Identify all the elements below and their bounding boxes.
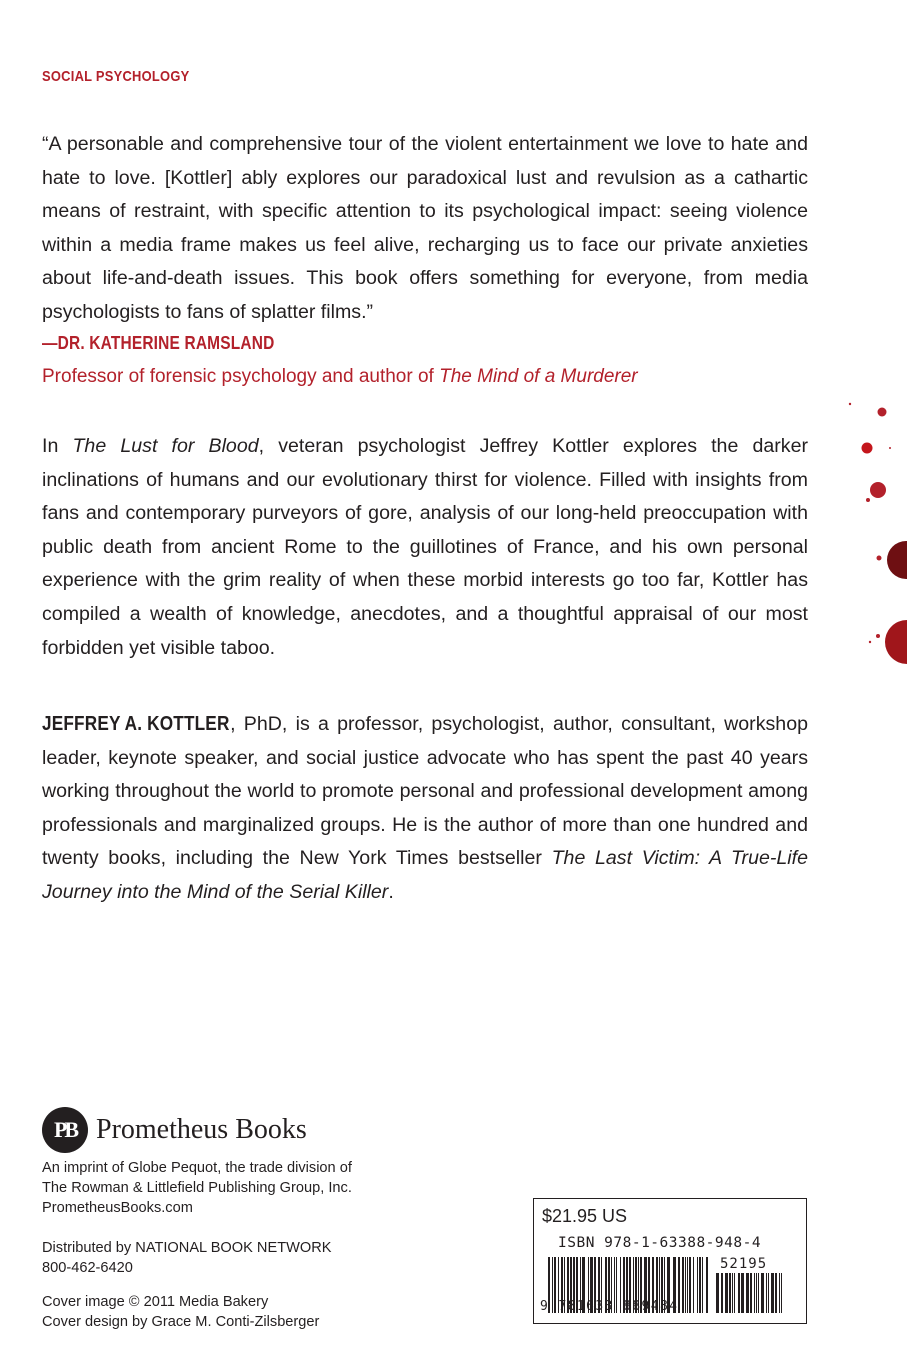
category-label: SOCIAL PSYCHOLOGY [42,68,190,85]
blood-drop [876,634,880,638]
barcode-digits: 9 781633 889484 [540,1299,679,1314]
barcode-bar [775,1273,777,1313]
blood-drop [885,620,907,664]
author-name: JEFFREY A. KOTTLER [42,713,230,735]
blood-splatter-decoration [840,390,907,680]
blood-drop [866,498,870,502]
blood-drop [869,641,871,643]
barcode-bar [766,1273,767,1313]
barcode-bar [697,1257,698,1313]
cover-credits [42,1292,319,1332]
imprint-line-1: An imprint of Globe Pequot, the trade division of [42,1160,352,1176]
barcode-addon-number: 52195 [720,1256,768,1272]
bio-end: . [388,880,394,903]
barcode-bar [746,1273,749,1313]
barcode-bar [693,1257,694,1313]
blurb-body: , veteran psychologist Jeffrey Kottler explores the darker inclinations of humans and our evolutionary thirst for violence. Filled with insights from fans and contemporary purveyors of gore, analysis of our long-held preoccupation with public death from ancient Rome to the guillotines of France, and his own personal experience with the grim reality of when these morbid interests go too far, Kottler has compiled a wealth of knowledge, anecdotes, and a thoughtful appraisal of our most forbidden yet visible taboo. [42,435,809,659]
attribution-role-book: The Mind of a Murderer [439,366,638,387]
blurb-prefix: In [42,435,73,457]
review-attribution-role [42,366,638,388]
barcode-bar [685,1257,686,1313]
barcode-bar [768,1273,769,1313]
blood-drop [878,408,887,417]
blood-drop [887,541,907,579]
barcode-bar [738,1273,740,1313]
price: $21.95 US [542,1206,628,1226]
attribution-role-prefix: Professor of forensic psychology and author of [42,366,440,387]
blood-drop [877,556,882,561]
review-quote: “A personable and comprehensive tour of the violent entertainment we love to hate and hate to love. [Kottler] ably explores our paradoxical lust and revulsion as a cathartic means of restraint, with specific attention to its psychological impact: seeing violence within a media frame makes us feel alive, recharging us to face our private anxieties about life-and-death issues. This book offers something for everyone, from media psychologists to fans of splatter films.” [42,133,808,323]
bio-body: , PhD, is a professor, psychologist, author, consultant, workshop leader, keynote speaker, and social justice advocate who has spent the past 40 years working throughout the world to promote personal and professional development among professionals and marginalized groups. He is the author of more than one hundred and twenty books, including the New York Times bestseller [42,713,808,870]
distributor: Distributed by NATIONAL BOOK NETWORK [42,1240,332,1256]
prometheus-logo-icon: PB [42,1107,88,1153]
blood-drop [870,482,886,498]
review-attribution-name: —DR. KATHERINE RAMSLAND [42,333,275,353]
imprint-info [42,1158,352,1218]
barcode-bar [721,1273,723,1313]
barcode-bar [725,1273,728,1313]
barcode-bar [702,1257,703,1313]
book-description [42,430,808,665]
barcode-bar [761,1273,764,1313]
barcode-bar [687,1257,688,1313]
barcode-bar [754,1273,755,1313]
blurb-title: The Lust for Blood [72,435,259,457]
isbn: ISBN 978-1-63388-948-4 [558,1235,762,1251]
blood-drop [862,443,873,454]
barcode-bar [750,1273,752,1313]
blood-drop [849,403,851,405]
barcode-bar [779,1273,780,1313]
barcode-bar [732,1273,733,1313]
barcode-bar [758,1273,759,1313]
bio-book: The Last Victim: A True-Life Journey into the Mind of the Serial Killer [42,847,808,903]
imprint-line-2: The Rowman & Littlefield Publishing Group, Inc. [42,1180,352,1196]
barcode-box [533,1198,807,1324]
barcode-bar [689,1257,691,1313]
cover-design-credit: Cover design by Grace M. Conti-Zilsberger [42,1314,320,1330]
barcode-bar [781,1273,782,1313]
barcode-bar [729,1273,731,1313]
barcode-bar [716,1273,719,1313]
barcode-bar [734,1273,735,1313]
blood-drop [889,447,891,449]
barcode-bar [706,1257,708,1313]
publisher-name: Prometheus Books [96,1114,307,1145]
barcode-bar [682,1257,684,1313]
distributor-phone: 800-462-6420 [42,1260,133,1276]
barcode-bar [771,1273,774,1313]
publisher-website: PrometheusBooks.com [42,1200,193,1216]
distributor-info [42,1238,332,1278]
publisher-logo [42,1104,307,1156]
barcode-bar [741,1273,744,1313]
cover-image-credit: Cover image © 2011 Media Bakery [42,1294,269,1310]
barcode-bar [699,1257,701,1313]
barcode-bar [756,1273,757,1313]
author-bio [42,708,808,910]
barcode-addon-bars [716,1273,784,1313]
